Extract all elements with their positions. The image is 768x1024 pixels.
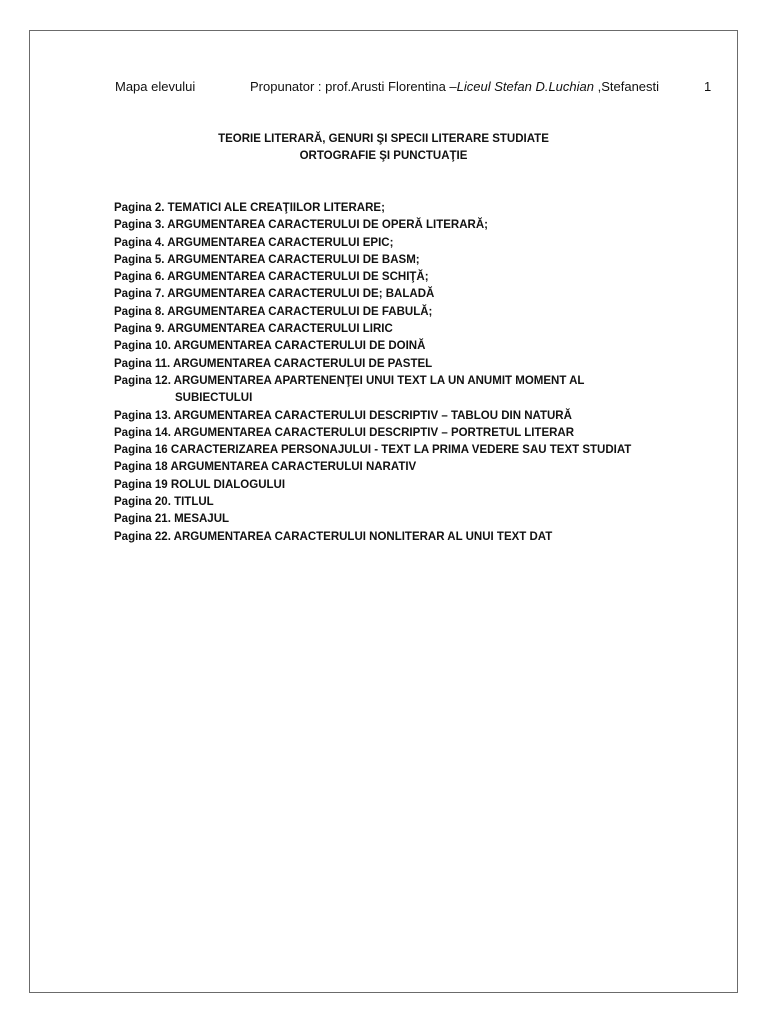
toc-item: Pagina 2. TEMATICI ALE CREAŢIILOR LITERARE; — [114, 202, 385, 214]
toc-item: Pagina 16 CARACTERIZAREA PERSONAJULUI - TEXT LA PRIMA VEDERE SAU TEXT STUDIAT — [114, 444, 632, 457]
toc-item: Pagina 20. TITLUL — [114, 496, 214, 509]
toc-item: Pagina 3. ARGUMENTAREA CARACTERULUI DE OPERĂ LITERARĂ; — [114, 219, 488, 232]
table-of-contents — [114, 200, 631, 546]
header-left-label: Mapa elevului — [115, 79, 196, 94]
toc-item: Pagina 9. ARGUMENTAREA CARACTERULUI LIRIC — [114, 323, 393, 336]
header-school: Liceul Stefan D.Luchian — [456, 79, 594, 94]
toc-item: Pagina 8. ARGUMENTAREA CARACTERULUI DE FABULĂ; — [114, 305, 433, 318]
toc-item: Pagina 22. ARGUMENTAREA CARACTERULUI NONLITERAR AL UNUI TEXT DAT — [114, 530, 553, 543]
toc-item: Pagina 5. ARGUMENTAREA CARACTERULUI DE BASM; — [114, 253, 420, 266]
title-line-1: TEORIE LITERARĂ, GENURI ŞI SPECII LITERARE STUDIATE — [218, 133, 549, 145]
header-author-line — [250, 79, 659, 94]
toc-item: Pagina 6. ARGUMENTAREA CARACTERULUI DE SCHIŢĂ; — [114, 271, 429, 284]
toc-item: Pagina 4. ARGUMENTAREA CARACTERULUI EPIC; — [114, 236, 394, 249]
toc-item-continuation: SUBIECTULUI — [175, 392, 253, 405]
toc-item: Pagina 21. MESAJUL — [114, 513, 230, 526]
toc-item: Pagina 18 ARGUMENTAREA CARACTERULUI NARATIV — [114, 461, 417, 474]
header-town: ,Stefanesti — [593, 79, 660, 94]
toc-item: Pagina 11. ARGUMENTAREA CARACTERULUI DE PASTEL — [114, 357, 433, 370]
toc-item: Pagina 13. ARGUMENTAREA CARACTERULUI DESCRIPTIV – TABLOU DIN NATURĂ — [114, 409, 572, 422]
header-propunator: Propunator : prof.Arusti Florentina – — [250, 79, 457, 94]
toc-item: Pagina 7. ARGUMENTAREA CARACTERULUI DE; BALADĂ — [114, 288, 435, 301]
toc-item: Pagina 10. ARGUMENTAREA CARACTERULUI DE DOINĂ — [114, 340, 426, 353]
document-page — [29, 30, 738, 993]
document-title — [30, 131, 737, 165]
page-number: 1 — [704, 79, 712, 94]
toc-item: Pagina 14. ARGUMENTAREA CARACTERULUI DESCRIPTIV – PORTRETUL LITERAR — [114, 426, 575, 439]
title-line-2: ORTOGRAFIE ŞI PUNCTUAŢIE — [299, 150, 468, 162]
toc-item: Pagina 12. ARGUMENTAREA APARTENENŢEI UNUI TEXT LA UN ANUMIT MOMENT AL — [114, 374, 585, 387]
toc-item: Pagina 19 ROLUL DIALOGULUI — [114, 478, 286, 491]
